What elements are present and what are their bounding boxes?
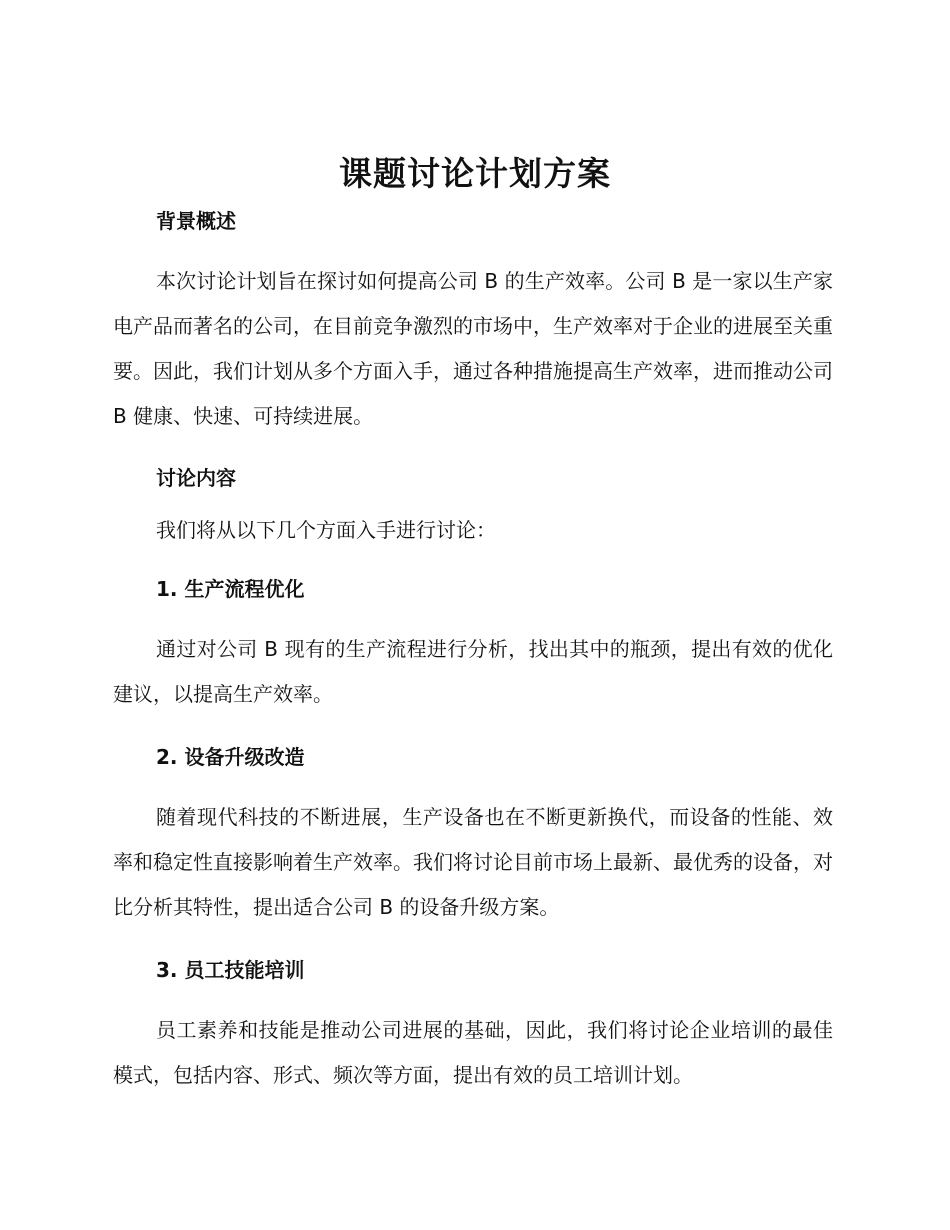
- section-paragraph-process-optimization: 通过对公司 B 现有的生产流程进行分析，找出其中的瓶颈，提出有效的优化建议，以提高生产效率。: [113, 637, 833, 706]
- section-paragraph-staff-training: 员工素养和技能是推动公司进展的基础，因此，我们将讨论企业培训的最佳模式，包括内容、形式、频次等方面，提出有效的员工培训计划。: [113, 1018, 833, 1087]
- section-heading-equipment-upgrade: 2. 设备升级改造: [156, 745, 305, 769]
- section-paragraph-equipment-upgrade: 随着现代科技的不断进展，生产设备也在不断更新换代，而设备的性能、效率和稳定性直接影响着生产效率。我们将讨论目前市场上最新、最优秀的设备，对比分析其特性，提出适合公司 B 的设备升级方案。: [113, 805, 833, 919]
- section-heading-discussion: 讨论内容: [156, 466, 236, 490]
- section-paragraph-background: 本次讨论计划旨在探讨如何提高公司 B 的生产效率。公司 B 是一家以生产家电产品而著名的公司，在目前竞争激烈的市场中，生产效率对于企业的进展至关重要。因此，我们计划从多个方面入手，通过各种措施提高生产效率，进而推动公司 B 健康、快速、可持续进展。: [113, 269, 833, 428]
- section-paragraph-discussion: 我们将从以下几个方面入手进行讨论：: [156, 518, 496, 542]
- section-heading-staff-training: 3. 员工技能培训: [156, 958, 305, 982]
- document-title: 课题讨论计划方案: [339, 154, 611, 193]
- section-heading-process-optimization: 1. 生产流程优化: [156, 577, 305, 601]
- document-body: [113, 200, 833, 1098]
- section-heading-background: 背景概述: [156, 209, 236, 233]
